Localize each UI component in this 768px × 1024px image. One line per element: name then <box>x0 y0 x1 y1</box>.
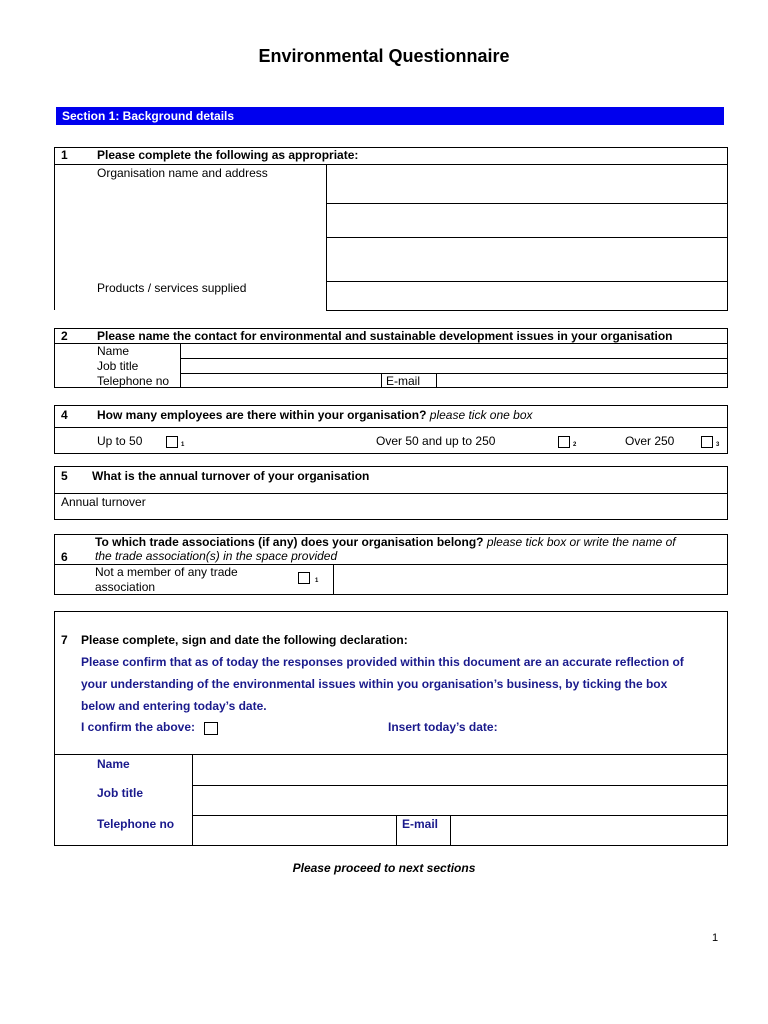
confirm-checkbox[interactable] <box>204 722 218 735</box>
question-4-text: How many employees are there within your organisation? please tick one box <box>97 408 533 422</box>
contact-name-label: Name <box>97 344 130 358</box>
employees-option-3-number: 3 <box>716 442 720 448</box>
question-5-number: 5 <box>61 469 68 483</box>
question-7-text: Please complete, sign and date the following declaration: <box>81 633 408 647</box>
annual-turnover-label: Annual turnover <box>61 495 146 509</box>
question-6-number: 6 <box>61 550 68 564</box>
page-number: 1 <box>712 932 719 944</box>
not-member-checkbox[interactable] <box>298 572 310 584</box>
question-1-text: Please complete the following as appropriate: <box>97 148 359 162</box>
question-6-text: To which trade associations (if any) does your organisation belong? please tick box or write the name of <box>95 535 676 549</box>
employees-option-2-label: Over 50 and up to 250 <box>376 434 496 448</box>
not-member-label-line-2: association <box>95 580 156 594</box>
employees-option-2-checkbox[interactable] <box>558 436 570 448</box>
todays-date-input[interactable] <box>520 717 720 737</box>
trade-association-input[interactable] <box>335 566 726 593</box>
contact-name-input[interactable] <box>182 344 726 357</box>
employees-option-1-checkbox[interactable] <box>166 436 178 448</box>
question-4-number: 4 <box>61 408 68 422</box>
question-2-text: Please name the contact for environmental and sustainable development issues in your organisation <box>97 329 673 343</box>
question-1-number: 1 <box>61 148 68 162</box>
question-2-number: 2 <box>61 329 68 343</box>
employees-option-1-number: 1 <box>181 442 185 448</box>
section-header: Section 1: Background details <box>56 107 724 125</box>
contact-telephone-input[interactable] <box>182 374 380 386</box>
declaration-email-label: E-mail <box>402 817 439 831</box>
not-member-number: 1 <box>315 578 319 584</box>
declaration-text-line-3: below and entering today’s date. <box>81 699 267 713</box>
products-services-label: Products / services supplied <box>97 281 247 295</box>
org-name-input-1[interactable] <box>328 166 726 202</box>
employees-option-1-label: Up to 50 <box>97 434 143 448</box>
org-name-input-2[interactable] <box>328 205 726 236</box>
contact-telephone-label: Telephone no <box>97 374 170 388</box>
declaration-telephone-label: Telephone no <box>97 817 175 831</box>
declaration-job-title-input[interactable] <box>194 787 726 814</box>
employees-option-3-checkbox[interactable] <box>701 436 713 448</box>
declaration-job-title-label: Job title <box>97 786 144 800</box>
declaration-name-label: Name <box>97 757 130 771</box>
page-title: Environmental Questionnaire <box>258 46 510 66</box>
annual-turnover-input[interactable] <box>160 494 726 518</box>
todays-date-label: Insert today’s date: <box>388 720 498 734</box>
products-services-input[interactable] <box>328 283 726 309</box>
contact-job-title-label: Job title <box>97 359 139 373</box>
confirm-label: I confirm the above: <box>81 720 196 734</box>
question-4-hint: please tick one box <box>429 408 533 422</box>
declaration-text-line-2: your understanding of the environmental issues within you organisation’s business, by ticking the box <box>81 677 668 691</box>
employees-option-3-label: Over 250 <box>625 434 675 448</box>
contact-job-title-input[interactable] <box>182 359 726 372</box>
declaration-telephone-input[interactable] <box>194 817 395 844</box>
question-6-hint: please tick box or write the name of <box>486 535 676 549</box>
employees-option-2-number: 2 <box>573 442 577 448</box>
declaration-text-line-1: Please confirm that as of today the responses provided within this document are an accurate reflection of <box>81 655 684 669</box>
not-member-label-line-1: Not a member of any trade <box>95 565 238 579</box>
org-address-input[interactable] <box>328 239 726 280</box>
declaration-email-input[interactable] <box>452 817 726 844</box>
contact-email-label: E-mail <box>386 374 421 388</box>
declaration-name-input[interactable] <box>194 756 726 784</box>
proceed-note: Please proceed to next sections <box>292 861 476 875</box>
question-7-number: 7 <box>61 633 68 647</box>
org-name-address-label: Organisation name and address <box>97 166 268 180</box>
question-5-text: What is the annual turnover of your organisation <box>92 469 370 483</box>
question-6-hint-continued: the trade association(s) in the space provided <box>95 549 338 563</box>
contact-email-input[interactable] <box>438 374 726 386</box>
